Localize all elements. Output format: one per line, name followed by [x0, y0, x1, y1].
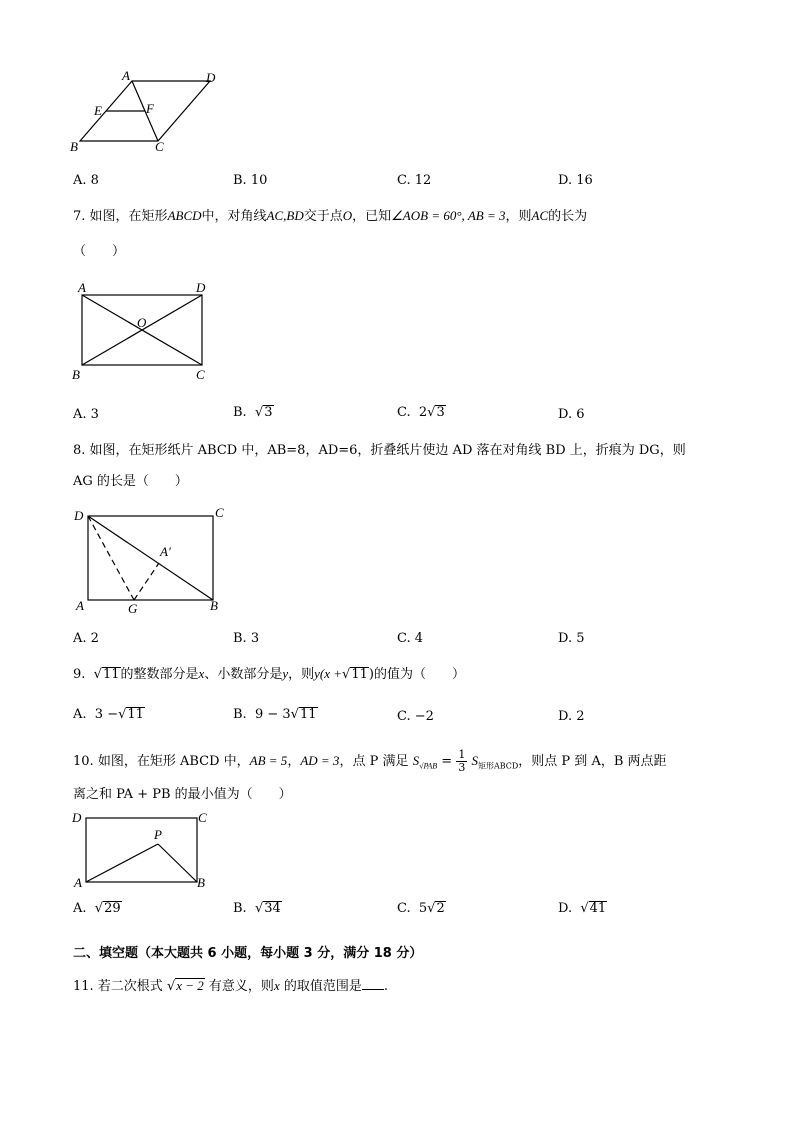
q7-option-b: B. √3 [233, 405, 273, 420]
q8-label-a-prime: A′ [160, 544, 171, 559]
q8-label-b: B [210, 598, 218, 613]
q6-label-a: A [122, 68, 130, 83]
q8-option-c: C. 4 [397, 631, 424, 646]
q8-label-d: D [74, 508, 84, 523]
q6-parallelogram-figure [66, 66, 236, 161]
q7-answer-paren: （ ） [73, 244, 126, 259]
q10-label-a: A [74, 875, 82, 890]
q10-option-d: D. √41 [558, 901, 607, 916]
q7-option-c: C. 2√3 [397, 405, 445, 420]
q10-fraction: $\frac{1}{3}$ [458, 748, 466, 774]
q6-option-c: C. 12 [397, 173, 432, 188]
q7-option-d: D. 6 [558, 407, 585, 422]
q10-label-p: P [154, 827, 162, 842]
q10-option-a: A. √29 [73, 901, 121, 916]
q10-label-b: B [197, 875, 205, 890]
q10-rectangle-figure [68, 808, 218, 893]
q6-option-b: B. 10 [233, 173, 268, 188]
q10-question-line2: 离之和 PA + PB 的最小值为（ ） [73, 787, 292, 802]
q11-answer-blank[interactable] [362, 977, 384, 990]
q7-rectangle-figure [70, 278, 220, 383]
q8-option-d: D. 5 [558, 631, 585, 646]
q8-question-line2: AG 的长是（ ） [73, 474, 188, 489]
q7-question: 7. 如图，在矩形ABCD中，对角线AC,BD交于点O，已知∠AOB = 60°, AB = 3，则AC的长为 [73, 208, 588, 224]
q9-question: 9. √11的整数部分是x、小数部分是y，则y(x +√11)的值为（ ） [73, 666, 465, 682]
q7-label-a: A [78, 280, 86, 295]
q9-option-c: C. −2 [397, 709, 434, 724]
q6-label-c: C [155, 139, 164, 154]
q8-folded-rectangle-figure [70, 504, 230, 616]
q10-label-d: D [72, 810, 82, 825]
q6-label-f: F [146, 101, 154, 116]
section-2-title: 二、填空题（本大题共 6 小题，每小题 3 分，满分 18 分） [73, 946, 423, 961]
q9-option-a: A. 3 −√11 [73, 707, 144, 722]
q10-option-b: B. √34 [233, 901, 281, 916]
q10-label-c: C [198, 810, 207, 825]
q11-question: 11. 若二次根式 √x − 2 有意义，则x 的取值范围是 . [73, 978, 389, 994]
q6-option-a: A. 8 [73, 173, 99, 188]
q8-label-a: A [76, 598, 84, 613]
q8-option-a: A. 2 [73, 631, 99, 646]
q8-label-g: G [128, 601, 138, 616]
q8-label-c: C [215, 505, 224, 520]
q7-label-c: C [196, 367, 205, 382]
q7-option-a: A. 3 [73, 407, 99, 422]
q7-label-d: D [196, 280, 206, 295]
q8-option-b: B. 3 [233, 631, 260, 646]
q6-label-d: D [206, 70, 216, 85]
q6-option-d: D. 16 [558, 173, 593, 188]
q6-label-e: E [94, 103, 102, 118]
q10-question-line1: 10. 如图，在矩形 ABCD 中，AB = 5，AD = 3，点 P 满足 $S_{√PAB}$ = $\frac{1}{3}$ $S_{矩形ABCD}$，则点 P 到 A，B 两点距 [73, 748, 667, 774]
q6-label-b: B [70, 139, 78, 154]
q9-option-b: B. 9 − 3√11 [233, 707, 317, 722]
q10-option-c: C. 5√2 [397, 901, 445, 916]
q7-label-o: O [137, 315, 147, 330]
q7-label-b: B [72, 367, 80, 382]
q8-question-line1: 8. 如图，在矩形纸片 ABCD 中，AB=8，AD=6，折叠纸片使边 AD 落在对角线 BD 上，折痕为 DG，则 [73, 443, 686, 458]
q9-option-d: D. 2 [558, 709, 585, 724]
